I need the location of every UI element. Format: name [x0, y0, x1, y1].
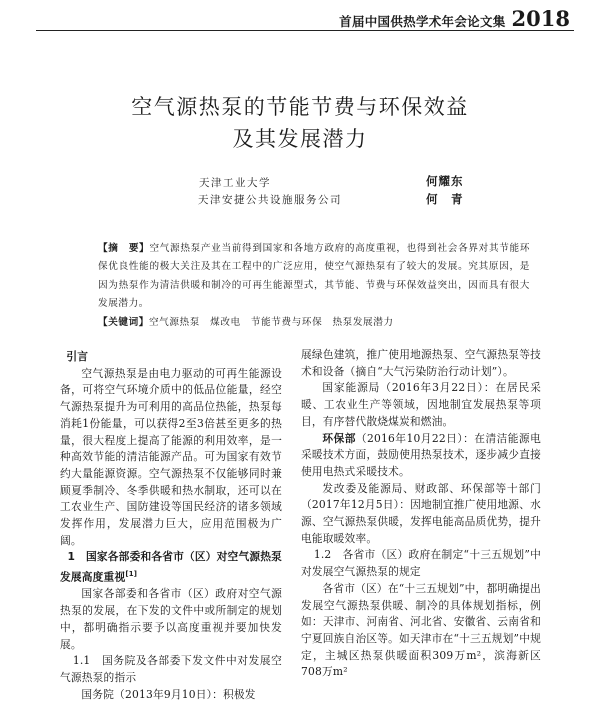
abstract-text: 空气源热泵产业当前得到国家和各地方政府的高度重视，也得到社会各界对其节能环保优良性能的极大关注及其在工程中的广泛应用，使空气源热泵有了较大的发展。究其原因，是因为热泵作为清洁供暖和制冷的可再生能源型式，其节能、节费与环保效益突出，因而具有很大发展潜力。 — [98, 243, 531, 310]
subsection-1-1-paragraph: 国务院（2013年9月10日）：积极发 — [81, 687, 256, 701]
abstract-block — [98, 240, 530, 332]
section1-heading — [60, 549, 282, 586]
section1-title: 国家各部委和各省市（区）对空气源热泵发展高度重视 — [60, 550, 282, 584]
author-affiliation-1: 天津工业大学 — [199, 177, 271, 189]
author-affiliation-2: 天津安捷公共设施服务公司 — [198, 194, 342, 206]
proceedings-year: 2018 — [511, 6, 570, 31]
proceedings-title: 首届中国供热学术年会论文集 — [339, 14, 506, 29]
right-paragraph-3-text: （2016年10月22日）：在清洁能源电采暖技术方面，鼓励使用热泵技术，逐步减少直接使用电热式采暖技术。 — [301, 431, 541, 478]
section1-citation: [1] — [125, 570, 138, 579]
author-name-2: 何 青 — [426, 192, 464, 206]
body-left-column — [60, 349, 282, 703]
section1-number: 1 — [67, 550, 76, 564]
section1-paragraph: 国家各部委和各省市（区）政府对空气源热泵的发展，在下发的文件中或所制定的规划中，都明确指示要予以高度重视并要加快发展。 — [60, 587, 282, 651]
subsection-1-1-heading: 1.1 国务院及各部委下发文件中对发展空气源热泵的指示 — [60, 654, 282, 684]
keywords-label: 【关键词】 — [98, 316, 149, 328]
paper-title-line2: 及其发展潜力 — [232, 127, 368, 151]
intro-heading: 引言 — [66, 350, 89, 363]
header-rule — [36, 30, 574, 31]
ministry-label: 环保部 — [322, 431, 356, 445]
running-head — [339, 6, 570, 31]
paper-title-line1: 空气源热泵的节能节费与环保效益 — [131, 95, 469, 119]
author-name-1: 何耀东 — [426, 174, 464, 188]
right-paragraph-5: 各省市（区）在“十三五规划”中，都明确提出发展空气源热泵供暖、制冷的具体规划指标，例如：天津市、河南省、河北省、安徽省、云南省和宁夏回族自治区等。如天津市在“十三五规划”中规定，主城区热泵供暖面积309万m²，滨海新区708万m² — [301, 581, 541, 679]
intro-paragraph: 空气源热泵是由电力驱动的可再生能源设备，可将空气环境介质中的低品位能量，经空气源热泵提升为可利用的高品位热能，热泵每消耗1份能量，可以获得2至3倍甚至更多的热量，很大程度上提高了能源的利用效率，是一种高效节能的清洁能源产品。可为国家有效节约大量能源资源。空气源热泵不仅能够同时兼顾夏季制冷、冬季供暖和热水制取，还可以在工农业生产、国防建设等国民经济的诸多领域发挥作用，发展潜力巨大，应用范围极为广阔。 — [60, 366, 282, 547]
subsection-1-2-heading: 1.2 各省市（区）政府在制定“十三五规划”中对发展空气源热泵的规定 — [301, 548, 541, 579]
right-paragraph-4: 发改委及能源局、财政部、环保部等十部门（2017年12月5日）：因地制宜推广使用地源、水源、空气源热泵供暖，发挥电能高品质优势，提升电能取暖效率。 — [301, 481, 541, 545]
right-paragraph-2: 国家能源局（2016年3月22日）：在居民采暖、工农业生产等领域，因地制宜发展热泵等项目，有序替代散烧煤炭和燃油。 — [301, 381, 541, 428]
abstract-label: 【摘 要】 — [98, 243, 150, 254]
keywords-text: 空气源热泵 煤改电 节能节费与环保 热泵发展潜力 — [148, 316, 394, 328]
body-right-column — [301, 347, 541, 681]
right-paragraph-3 — [301, 431, 541, 481]
right-paragraph-1: 展绿色建筑，推广使用地源热泵、空气源热泵等技术和设备（摘自“大气污染防治行动计划”）。 — [301, 348, 541, 378]
